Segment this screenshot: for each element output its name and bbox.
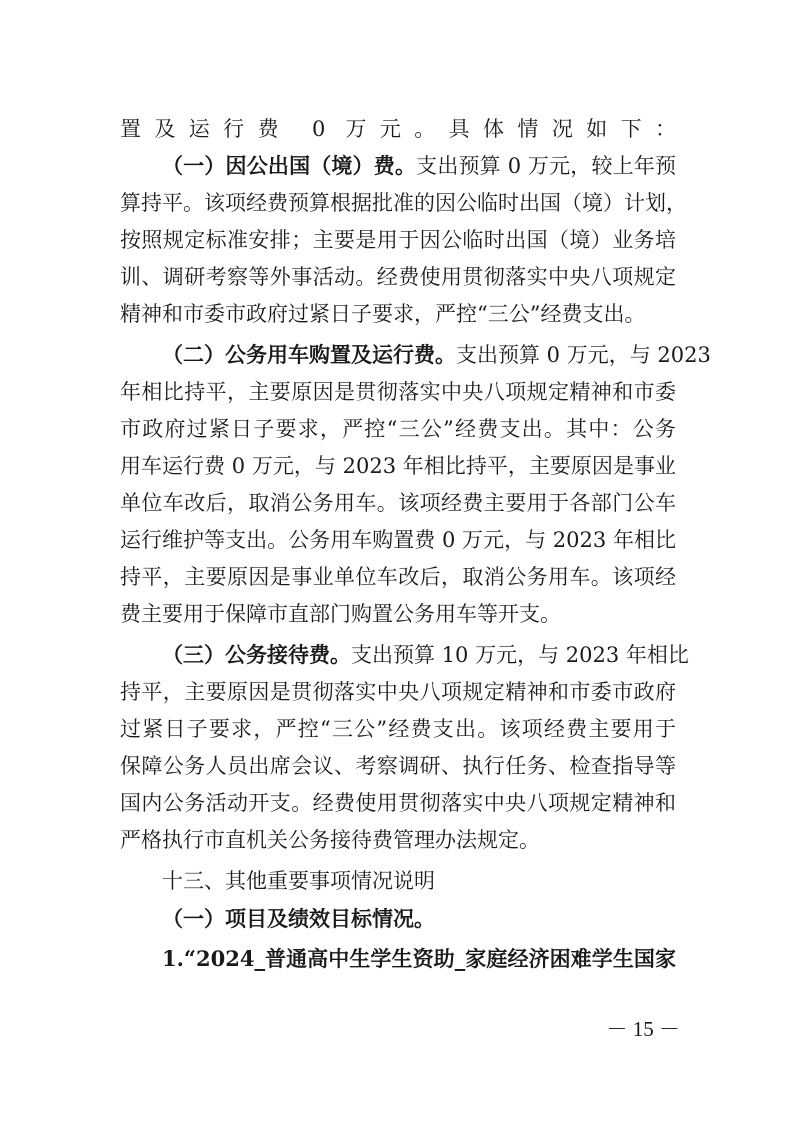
text-run: 运行维护等支出。公务用车购置费 0 万元，与 2023 年相比 <box>120 528 676 552</box>
text-line-6 <box>120 299 676 329</box>
text-line-5 <box>120 262 676 292</box>
chapter-heading-other-matters <box>162 866 676 896</box>
text-run: 费主要用于保障市直部门购置公务用车等开支。 <box>120 602 561 626</box>
text-line-17 <box>120 714 676 744</box>
section-heading-vehicles <box>162 340 711 370</box>
text-run: 过紧日子要求，严控“三公”经费支出。该项经费主要用于 <box>120 717 676 741</box>
page-number: － 15 － <box>606 1017 680 1041</box>
section-heading-outbound-travel <box>162 151 676 181</box>
text-line-9 <box>120 414 676 444</box>
text-line-20 <box>120 825 676 855</box>
text-run: 支出预算 0 万元，较上年预 <box>416 154 676 178</box>
item-heading-1 <box>162 944 676 974</box>
text-run: 按照规定标准安排；主要是用于因公临时出国（境）业务培 <box>120 228 676 252</box>
text-line-10 <box>120 451 676 481</box>
text-run: 市政府过紧日子要求，严控“三公”经费支出。其中：公务 <box>120 417 676 441</box>
text-run: 十三、其他重要事项情况说明 <box>162 869 435 893</box>
section-heading-reception <box>162 640 689 670</box>
text-run: 置及运行费 0 万元。具体情况如下： <box>120 117 676 141</box>
text-line-16 <box>120 677 676 707</box>
bold-run: （一）因公出国（境）费。 <box>162 153 417 178</box>
text-run: 持平，主要原因是贯彻落实中央八项规定精神和市委市政府 <box>120 680 676 704</box>
text-line-14 <box>120 599 676 629</box>
text-line-3 <box>120 188 687 218</box>
text-run: 算持平。该项经费预算根据批准的因公临时出国（境）计划， <box>120 191 687 215</box>
text-line-19 <box>120 788 676 818</box>
text-line-11 <box>120 488 676 518</box>
text-run: 单位车改后，取消公务用车。该项经费主要用于各部门公车 <box>120 491 676 515</box>
text-run: 持平，主要原因是事业单位车改后，取消公务用车。该项经 <box>120 565 676 589</box>
text-line-13 <box>120 562 676 592</box>
bold-run: （二）公务用车购置及运行费。 <box>162 342 456 367</box>
text-line-18 <box>120 751 676 781</box>
text-run: 训、调研考察等外事活动。经费使用贯彻落实中央八项规定 <box>120 265 676 289</box>
text-run: 年相比持平，主要原因是贯彻落实中央八项规定精神和市委 <box>120 380 676 404</box>
text-run: 用车运行费 0 万元，与 2023 年相比持平，主要原因是事业 <box>120 454 676 478</box>
text-run: 国内公务活动开支。经费使用贯彻落实中央八项规定精神和 <box>120 791 676 815</box>
text-run: 严格执行市直机关公务接待费管理办法规定。 <box>120 828 540 852</box>
text-line-8 <box>120 377 676 407</box>
bold-run: （一）项目及绩效目标情况。 <box>162 906 435 931</box>
text-run: 支出预算 0 万元，与 2023 <box>456 343 711 367</box>
text-run: 支出预算 10 万元，与 2023 年相比 <box>351 643 689 667</box>
bold-run: 1.“2024_普通高中生学生资助_家庭经济困难学生国家 <box>162 946 676 971</box>
bold-run: （三）公务接待费。 <box>162 642 351 667</box>
text-run: 精神和市委市政府过紧日子要求，严控“三公”经费支出。 <box>120 302 646 326</box>
text-line-4 <box>120 225 676 255</box>
text-line-12 <box>120 525 676 555</box>
text-line-1 <box>120 114 676 144</box>
subheading-projects-goals <box>162 904 676 934</box>
text-run: 保障公务人员出席会议、考察调研、执行任务、检查指导等 <box>120 754 676 778</box>
